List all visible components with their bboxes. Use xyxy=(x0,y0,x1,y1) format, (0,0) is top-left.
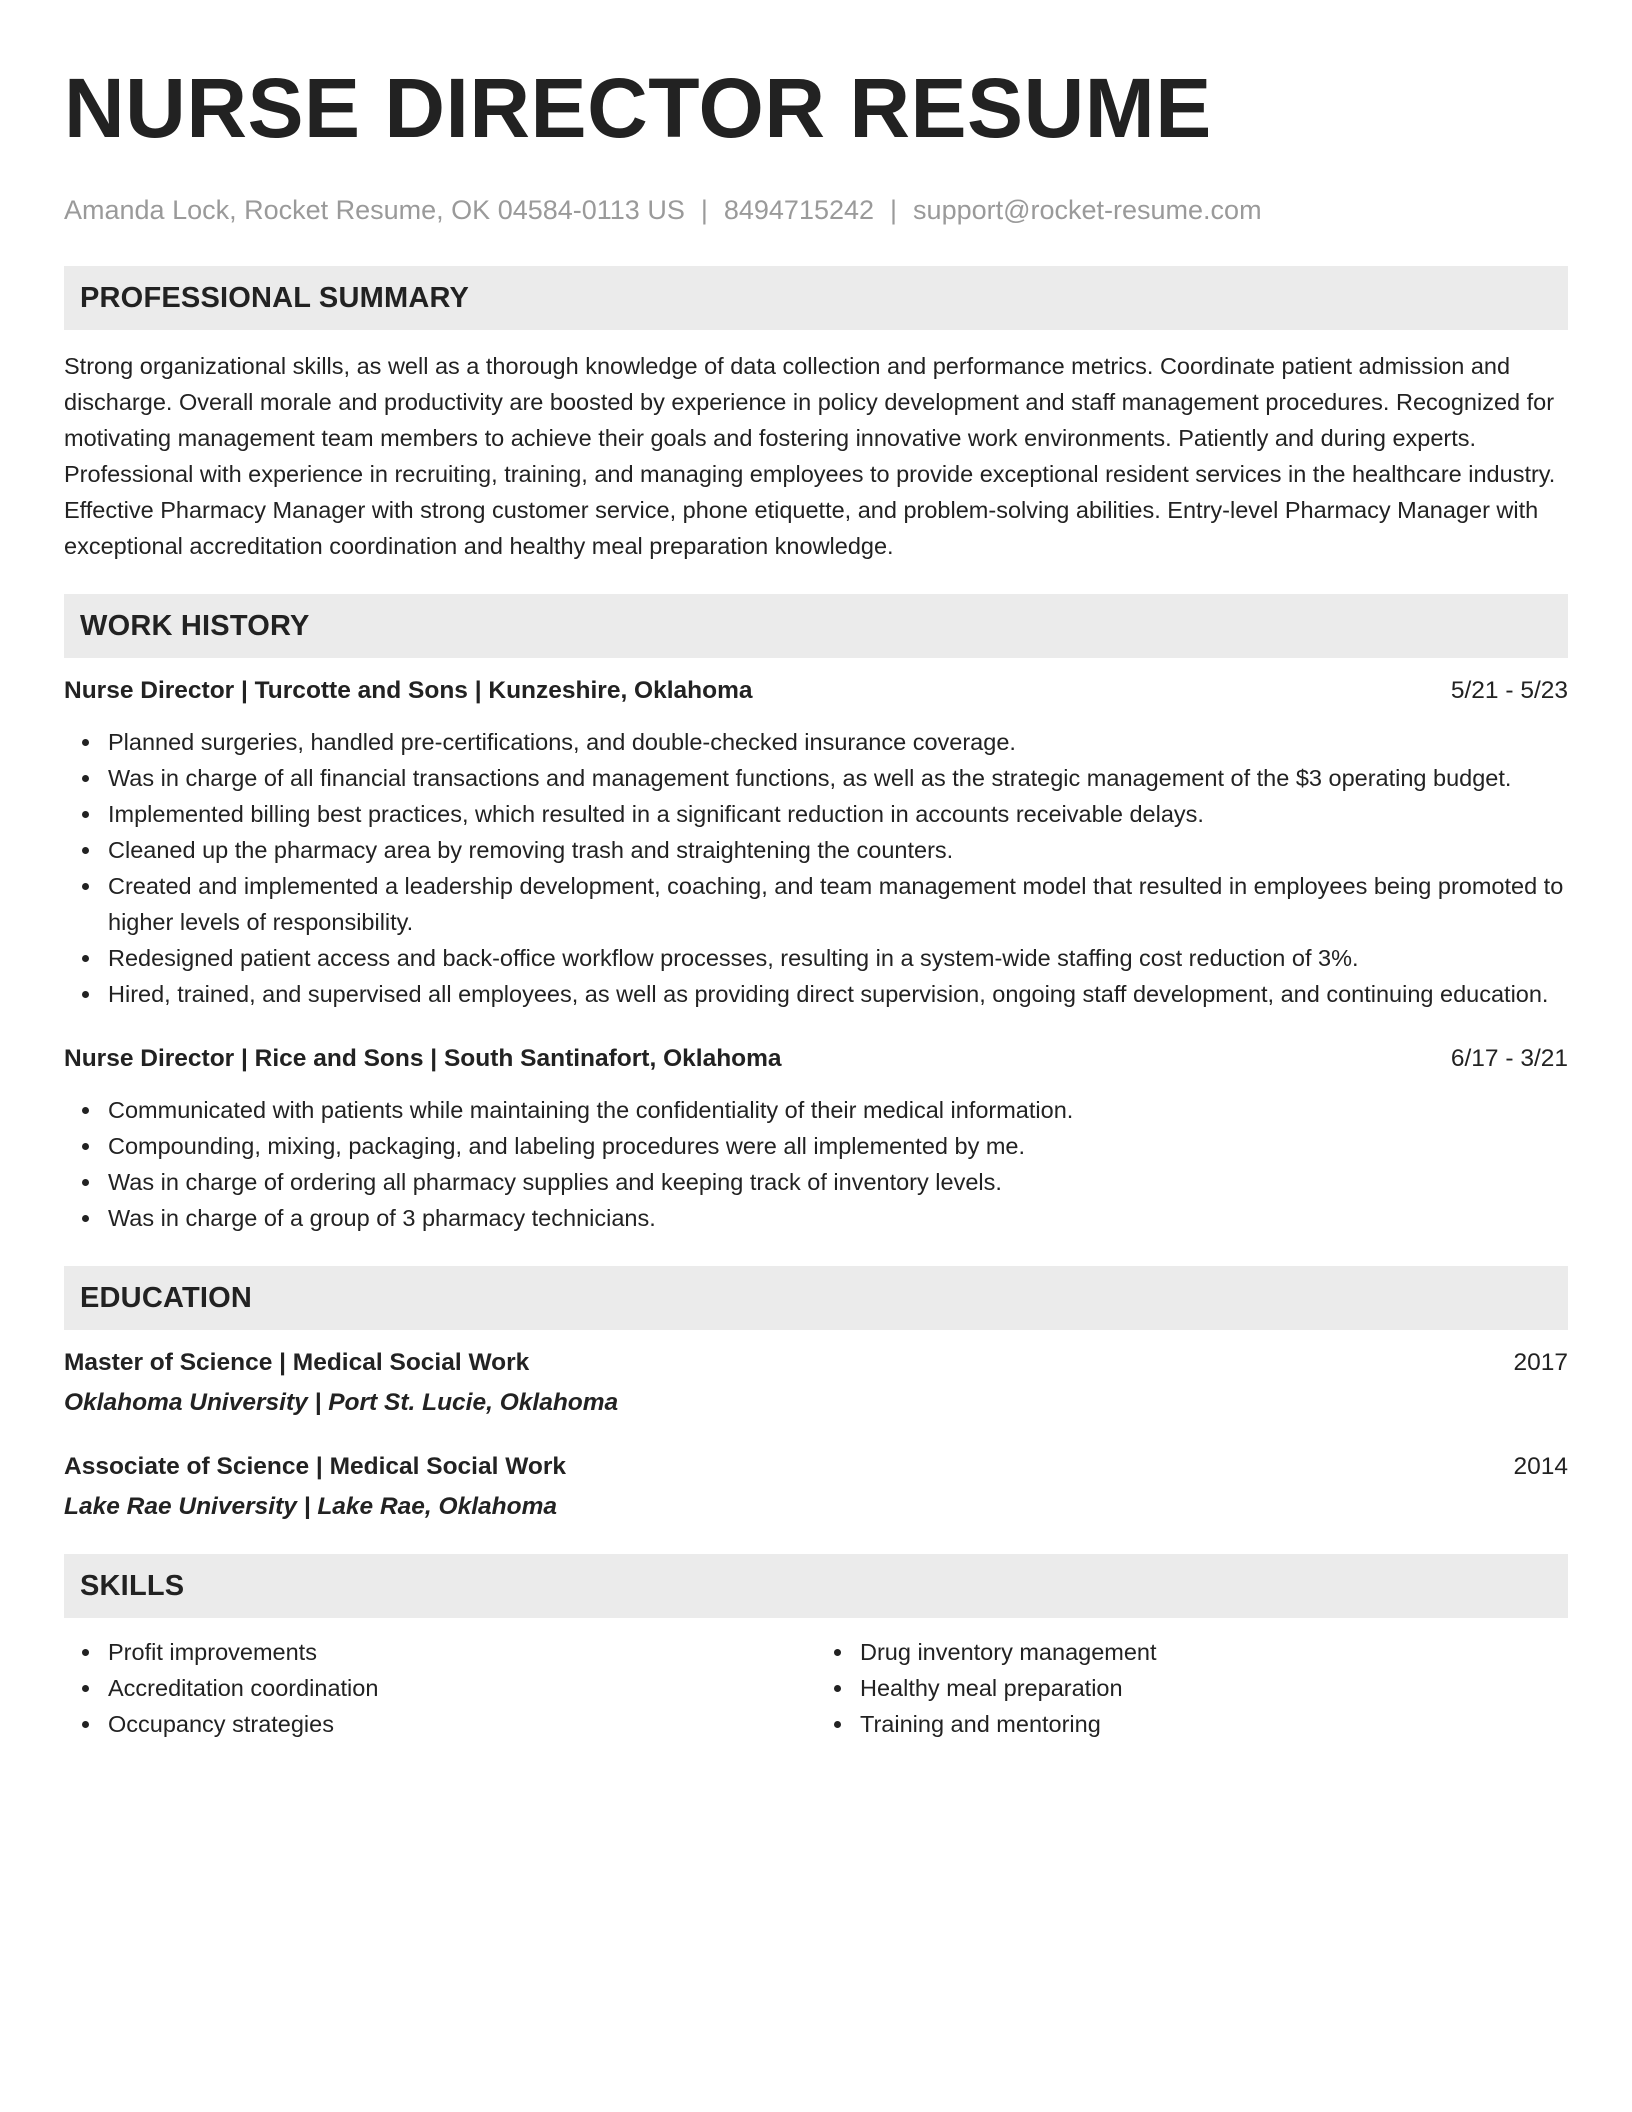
education-heading: EDUCATION xyxy=(80,1281,253,1314)
education-school: Oklahoma University | Port St. Lucie, Oklahoma xyxy=(64,1389,619,1416)
skills-section-header xyxy=(64,1554,1568,1618)
job-bullet: Cleaned up the pharmacy area by removing trash and straightening the counters. xyxy=(64,832,1568,868)
education-header xyxy=(64,1346,1568,1380)
job-bullet: Hired, trained, and supervised all employees, as well as providing direct supervision, ongoing staff development, and continuing education. xyxy=(64,976,1568,1012)
skills-column-right xyxy=(816,1634,1568,1742)
job-dates: 5/21 - 5/23 xyxy=(1450,677,1568,704)
work-heading: WORK HISTORY xyxy=(80,609,310,642)
skills-heading: SKILLS xyxy=(80,1569,185,1602)
summary-text: Strong organizational skills, as well as a thorough knowledge of data collection and performance metrics. Coordinate patient admission and discharge. Overall morale and productivity are boosted by experience in policy development and staff management procedures. Recognized for motivating management team members to achieve their goals and fostering innovative work environments. Patiently and during experts. Professional with experience in recruiting, training, and managing employees to provide exceptional resident services in the healthcare industry. Effective Pharmacy Manager with strong customer service, phone etiquette, and problem-solving abilities. Entry-level Pharmacy Manager with exceptional accreditation coordination and healthy meal preparation knowledge. xyxy=(64,353,1556,559)
job-bullet: Implemented billing best practices, which resulted in a significant reduction in accounts receivable delays. xyxy=(64,796,1568,832)
job-entry xyxy=(64,1042,1568,1236)
contact-separator: | xyxy=(890,195,898,225)
work-section-header xyxy=(64,594,1568,658)
job-header xyxy=(64,1042,1568,1076)
skills-column-left xyxy=(64,1634,816,1742)
skill-item: Drug inventory management xyxy=(816,1634,1568,1670)
education-header xyxy=(64,1450,1568,1484)
skill-item: Accreditation coordination xyxy=(64,1670,816,1706)
education-degree: Master of Science | Medical Social Work xyxy=(64,1349,530,1376)
summary-section-header xyxy=(64,266,1568,330)
job-bullet: Was in charge of ordering all pharmacy supplies and keeping track of inventory levels. xyxy=(64,1164,1568,1200)
job-bullet: Compounding, mixing, packaging, and labeling procedures were all implemented by me. xyxy=(64,1128,1568,1164)
resume-title: NURSE DIRECTOR RESUME xyxy=(64,61,1212,155)
job-entry xyxy=(64,674,1568,1012)
summary-heading: PROFESSIONAL SUMMARY xyxy=(80,281,470,314)
skills-list xyxy=(64,1634,1568,1742)
job-bullet: Created and implemented a leadership development, coaching, and team management model that resulted in employees being promoted to higher levels of responsibility. xyxy=(64,868,1568,940)
contact-address: Amanda Lock, Rocket Resume, OK 04584-0113 US xyxy=(64,195,685,225)
job-bullet: Planned surgeries, handled pre-certifications, and double-checked insurance coverage. xyxy=(64,724,1568,760)
contact-line xyxy=(64,192,1568,228)
skill-item: Healthy meal preparation xyxy=(816,1670,1568,1706)
job-bullet: Was in charge of all financial transactions and management functions, as well as the strategic management of the $3 operating budget. xyxy=(64,760,1568,796)
skill-item: Training and mentoring xyxy=(816,1706,1568,1742)
job-bullets xyxy=(64,1092,1568,1236)
job-bullet: Communicated with patients while maintaining the confidentiality of their medical information. xyxy=(64,1092,1568,1128)
job-bullet: Was in charge of a group of 3 pharmacy technicians. xyxy=(64,1200,1568,1236)
education-year: 2017 xyxy=(1513,1349,1568,1376)
skill-item: Occupancy strategies xyxy=(64,1706,816,1742)
skill-item: Profit improvements xyxy=(64,1634,816,1670)
education-year: 2014 xyxy=(1513,1453,1568,1480)
job-header xyxy=(64,674,1568,708)
contact-separator: | xyxy=(700,195,708,225)
contact-phone: 8494715242 xyxy=(723,195,875,225)
job-bullet: Redesigned patient access and back-office workflow processes, resulting in a system-wide staffing cost reduction of 3%. xyxy=(64,940,1568,976)
job-title: Nurse Director | Turcotte and Sons | Kunzeshire, Oklahoma xyxy=(64,677,753,704)
education-school: Lake Rae University | Lake Rae, Oklahoma xyxy=(64,1493,558,1520)
education-degree: Associate of Science | Medical Social Work xyxy=(64,1453,567,1480)
education-entry xyxy=(64,1450,1568,1524)
education-section-header xyxy=(64,1266,1568,1330)
contact-email: support@rocket-resume.com xyxy=(913,195,1262,225)
job-dates: 6/17 - 3/21 xyxy=(1450,1045,1568,1072)
education-entry xyxy=(64,1346,1568,1420)
job-bullets xyxy=(64,724,1568,1012)
job-title: Nurse Director | Rice and Sons | South Santinafort, Oklahoma xyxy=(64,1045,782,1072)
